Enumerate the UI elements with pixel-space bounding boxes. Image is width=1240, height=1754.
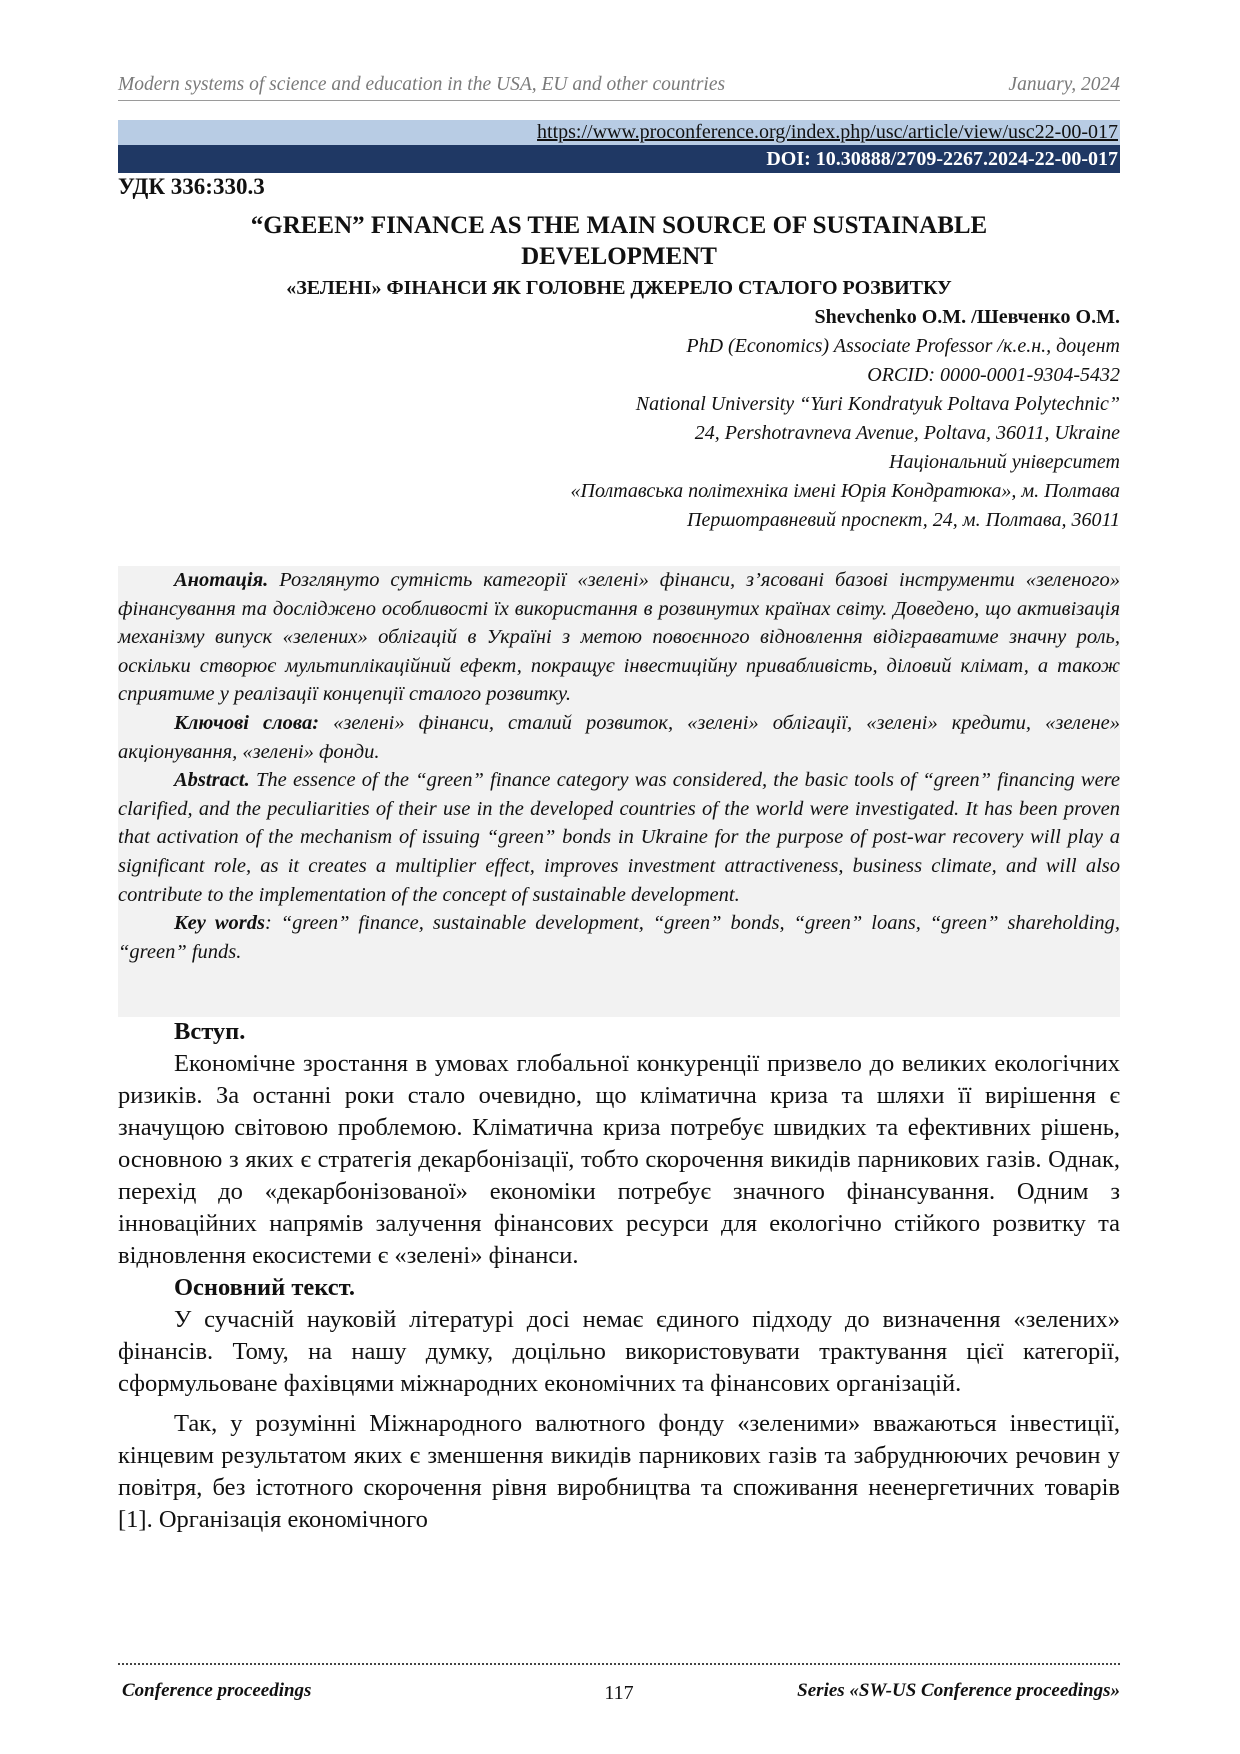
abstract-en-label: Abstract. (174, 769, 250, 792)
author-block (571, 303, 1120, 535)
article-url-link[interactable]: https://www.proconference.org/index.php/usc/article/view/usc22-00-017 (537, 121, 1118, 143)
page-number: 117 (604, 1682, 634, 1704)
issue-date: January, 2024 (1008, 74, 1120, 95)
main-paragraph-1: У сучасній науковій літературі досі немає єдиного підходу до визначення «зелених» фінансів. Тому, на нашу думку, доцільно використовувати трактування цієї категорії, сформульоване фахівцями міжнародних економічних та фінансових організацій. (118, 1306, 1120, 1397)
keywords-ua-text: «зелені» фінанси, сталий розвиток, «зелені» облігації, «зелені» кредити, «зелене» акціонування, «зелені» фонди. (118, 711, 1121, 763)
author-line: National University “Yuri Kondratyuk Poltava Polytechnic” (635, 393, 1120, 415)
keywords-en-text: : “green” finance, sustainable development, “green” bonds, “green” loans, “green” shareholding, “green” funds. (118, 912, 1121, 963)
author-name: Shevchenko O.M. /Шевченко О.М. (814, 306, 1120, 328)
abstract-ua-text: Розглянуто сутність категорії «зелені» фінанси, з’ясовані базові інструменти «зеленого» фінансування та досліджено особливості їх використання в розвинутих країнах світу. Доведено, що активізація механізму випуск «зелених» облігацій в Україні з метою повоєнного відновлення відіграватиме значну роль, оскільки створює мультиплікаційний ефект, покращує інвестиційну привабливість, діловий клімат, а також сприятиме у реалізації концепції сталого розвитку. (118, 569, 1120, 706)
intro-heading: Вступ. (174, 1018, 246, 1045)
footer-right: Series «SW-US Conference proceedings» (797, 1680, 1120, 1701)
udk-code: УДК 336:330.3 (118, 174, 265, 199)
author-line: «Полтавська політехніка імені Юрія Кондратюка», м. Полтава (570, 480, 1120, 502)
keywords-en-label: Key words (174, 912, 265, 935)
abstract-en-text: The essence of the “green” finance category was considered, the basic tools of “green” financing were clarified, and the peculiarities of their use in the developed countries of the world were investigated. It has been proven that activation of the mechanism of issuing “green” bonds in Ukraine for the purpose of post-war recovery will play a significant role, as it creates a multiplier effect, improves investment attractiveness, business climate, and will also contribute to the implementation of the concept of sustainable development. (118, 769, 1120, 906)
url-bar (118, 120, 1120, 145)
footer-left: Conference proceedings (122, 1680, 312, 1701)
keywords-ua-label: Ключові слова: (174, 711, 320, 734)
keywords-en (118, 909, 1120, 966)
abstract-section (118, 566, 1120, 966)
main-paragraph-2: Так, у розумінні Міжнародного валютного фонду «зеленими» вважаються інвестиції, кінцевим результатом яких є зменшення викидів парникових газів та забруднюючих речовин у повітря, без істотного скорочення рівня виробництва та споживання неенергетичних товарів [1]. Організація економічного (118, 1410, 1120, 1533)
abstract-en (118, 766, 1120, 909)
author-line: Першотравневий проспект, 24, м. Полтава, 36011 (687, 509, 1120, 531)
running-header (118, 74, 1120, 101)
author-line: Національний університет (889, 451, 1120, 473)
doi-text: DOI: 10.30888/2709-2267.2024-22-00-017 (766, 148, 1118, 170)
title-english (118, 210, 1120, 272)
title-ukrainian: «ЗЕЛЕНІ» ФІНАНСИ ЯК ГОЛОВНЕ ДЖЕРЕЛО СТАЛОГО РОЗВИТКУ (286, 277, 952, 299)
author-line: ORCID: 0000-0001-9304-5432 (867, 364, 1120, 386)
journal-name: Modern systems of science and education in the USA, EU and other countries (118, 74, 726, 95)
main-heading: Основний текст. (174, 1274, 355, 1301)
footer-divider (118, 1663, 1120, 1665)
doi-bar (118, 145, 1120, 173)
author-line: PhD (Economics) Associate Professor /к.е.н., доцент (686, 335, 1120, 357)
abstract-ua (118, 566, 1120, 709)
abstract-ua-label: Анотація. (174, 569, 269, 591)
title-english-line2: DEVELOPMENT (521, 243, 717, 270)
title-english-line1: “GREEN” FINANCE AS THE MAIN SOURCE OF SUSTAINABLE (250, 212, 988, 239)
keywords-ua (118, 709, 1120, 766)
intro-paragraph: Економічне зростання в умовах глобальної конкуренції призвело до великих екологічних ризиків. За останні роки стало очевидно, що кліматична криза та шляхи її вирішення є значущою світовою проблемою. Кліматична криза потребує швидких та ефективних рішень, основною з яких є стратегія декарбонізації, тобто скорочення викидів парникових газів. Однак, перехід до «декарбонізованої» економіки потребує значного фінансування. Одним з інноваційних напрямів залучення фінансових ресурси для екологічно стійкого розвитку та відновлення екосистеми є «зелені» фінанси. (118, 1050, 1120, 1269)
author-line: 24, Pershotravneva Avenue, Poltava, 36011, Ukraine (694, 422, 1120, 444)
body-text (118, 1016, 1120, 1536)
